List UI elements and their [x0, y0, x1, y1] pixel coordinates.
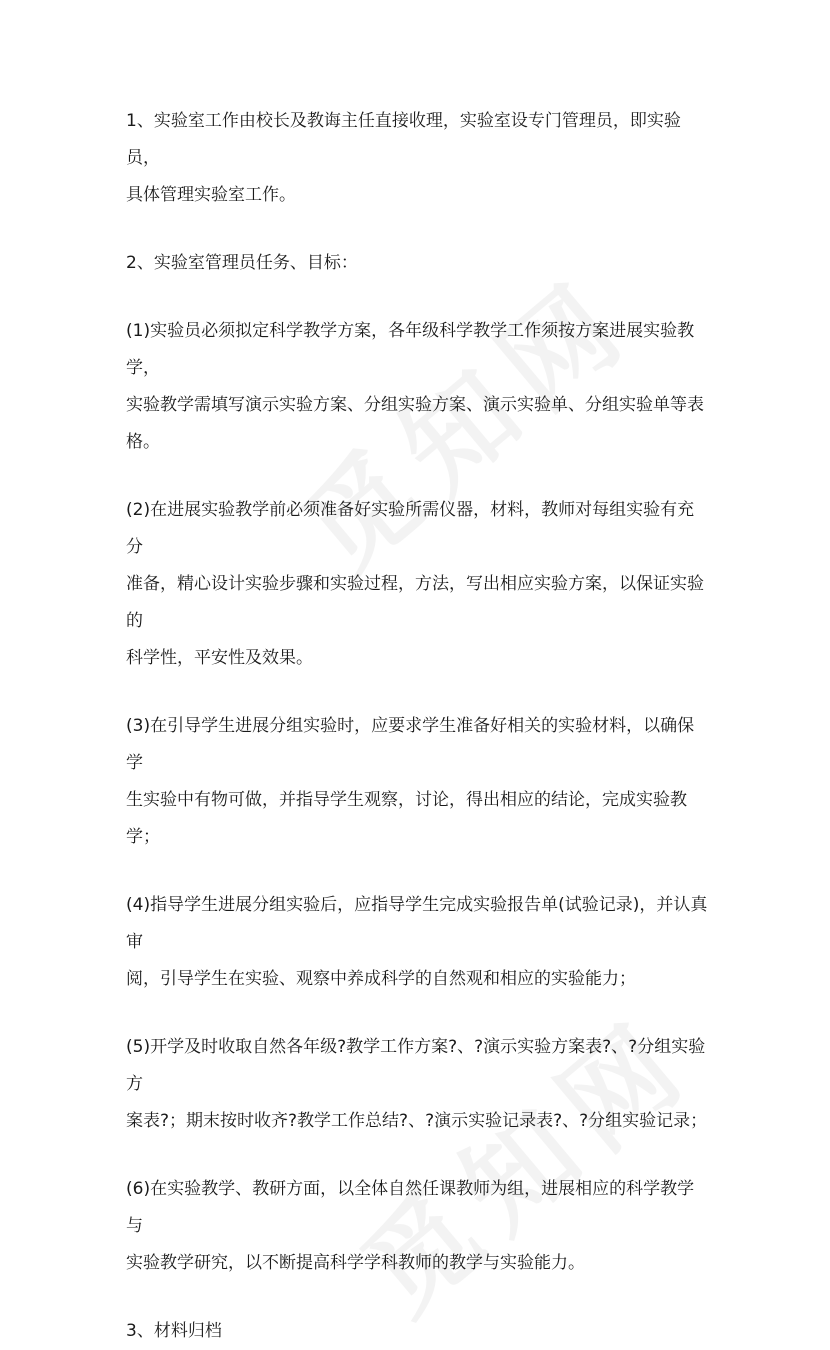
- text-line: (5)开学及时收取自然各年级?教学工作方案?、?演示实验方案表?、?分组实验方: [126, 1037, 706, 1094]
- text-line: (1)实验员必须拟定科学教学方案，各年级科学教学工作须按方案进展实验教学，: [126, 321, 695, 378]
- text-line: 科学性，平安性及效果。: [126, 648, 313, 668]
- document-body: [126, 103, 711, 1350]
- text-line: 3、材料归档: [126, 1321, 222, 1341]
- paragraph-2: [126, 245, 711, 282]
- paragraph-4: [126, 492, 711, 677]
- text-line: (6)在实验教学、教研方面，以全体自然任课教师为组，进展相应的科学教学与: [126, 1179, 695, 1236]
- text-line: (2)在进展实验教学前必须准备好实验所需仪器，材料，教师对每组实验有充分: [126, 500, 695, 557]
- paragraph-3: [126, 313, 711, 461]
- text-line: (3)在引导学生进展分组实验时，应要求学生准备好相关的实验材料，以确保学: [126, 716, 695, 773]
- paragraph-6: [126, 887, 711, 998]
- text-line: 1、实验室工作由校长及教诲主任直接收理，实验室设专门管理员，即实验员，: [126, 111, 681, 168]
- text-line: 案表?；期末按时收齐?教学工作总结?、?演示实验记录表?、?分组实验记录；: [126, 1111, 708, 1131]
- text-line: 实验教学研究，以不断提高科学学科教师的教学与实验能力。: [126, 1253, 585, 1273]
- paragraph-7: [126, 1029, 711, 1140]
- paragraph-8: [126, 1171, 711, 1282]
- paragraph-1: [126, 103, 711, 214]
- text-line: 实验教学需填写演示实验方案、分组实验方案、演示实验单、分组实验单等表格。: [126, 395, 704, 452]
- text-line: 准备，精心设计实验步骤和实验过程，方法，写出相应实验方案，以保证实验的: [126, 574, 704, 631]
- text-line: (4)指导学生进展分组实验后，应指导学生完成实验报告单(试验记录)，并认真审: [126, 895, 708, 952]
- text-line: 具体管理实验室工作。: [126, 185, 296, 205]
- text-line: 阅，引导学生在实验、观察中养成科学的自然观和相应的实验能力；: [126, 969, 636, 989]
- text-line: 生实验中有物可做，并指导学生观察，讨论，得出相应的结论，完成实验教学；: [126, 790, 687, 847]
- text-line: 2、实验室管理员任务、目标：: [126, 253, 358, 273]
- paragraph-9: [126, 1313, 711, 1350]
- paragraph-5: [126, 708, 711, 856]
